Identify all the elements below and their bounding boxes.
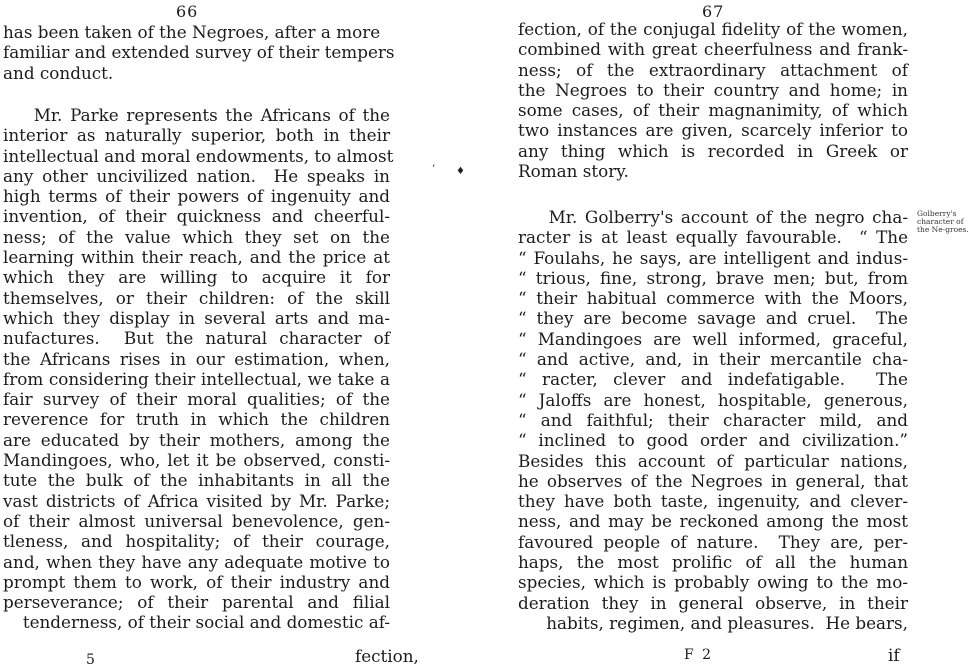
text-line: deration they in general observe, in their [518, 592, 908, 613]
text-line: intellectual and moral endowments, to almost [3, 145, 394, 166]
text-line: the Africans rises in our estimation, when, [3, 348, 390, 369]
text-line: Roman story. [518, 161, 629, 182]
text-line: are educated by their mothers, among the [3, 429, 390, 450]
text-line: any other uncivilized nation. He speaks in [3, 165, 390, 186]
text-line: “ racter, clever and indefatigable. The [518, 369, 908, 390]
text-line: learning within their reach, and the price at [3, 247, 390, 268]
text-line: Mr. Golberry's account of the negro cha- [518, 207, 908, 227]
paragraph-continued [3, 22, 395, 83]
signature-mark: 5 [86, 652, 97, 668]
text-line: ness; of the extraordinary attachment of [518, 59, 908, 80]
text-line: combined with great cheerfulness and frank- [518, 39, 908, 60]
page-number-left: 66 [176, 2, 199, 21]
text-line: high terms of their powers of ingenuity and [3, 186, 390, 207]
text-line: any thing which is recorded in Greek or [518, 140, 908, 161]
text-line: invention, of their quickness and cheerful- [3, 206, 390, 227]
right-page [490, 0, 980, 670]
text-line: “ and active, and, in their mercantile cha- [518, 349, 908, 370]
text-line: “ their habitual commerce with the Moors, [518, 288, 908, 309]
text-line: “ Foulahs, he says, are intelligent and indus- [518, 247, 908, 268]
text-line: fair survey of their moral qualities; of the [3, 389, 390, 410]
text-line: of their almost universal benevolence, gen- [3, 510, 390, 531]
text-line: tleness, and hospitality; of their courage, [3, 531, 390, 552]
text-line: habits, regimen, and pleasures. He bears, [546, 612, 908, 633]
text-line: the Negroes to their country and home; in [518, 79, 908, 100]
text-line: ness; of the value which they set on the [3, 226, 390, 247]
text-line: reverence for truth in which the children [3, 409, 390, 430]
text-line: themselves, or their children: of the skill [3, 287, 390, 308]
text-line: two instances are given, scarcely inferior to [518, 120, 908, 141]
text-line: “ trious, fine, strong, brave men; but, from [518, 267, 908, 288]
text-line: which they are willing to acquire it for [3, 267, 390, 288]
catchword: fection, [355, 646, 419, 666]
text-line: Mandingoes, who, let it be observed, consti- [3, 450, 390, 471]
text-line: perseverance; of their parental and filial [3, 592, 390, 613]
text-line: “ inclined to good order and civilization.” [518, 430, 908, 451]
text-line: “ Mandingoes are well informed, graceful, [518, 328, 908, 349]
text-line: and, when they have any adequate motive to [3, 551, 390, 572]
text-line: “ they are become savage and cruel. The [518, 308, 908, 329]
text-line: haps, the most prolific of all the human [518, 552, 908, 573]
text-line: fection, of the conjugal fidelity of the women, [518, 19, 908, 39]
text-line: nufactures. But the natural character of [3, 328, 390, 349]
text-line: they have both taste, ingenuity, and clever- [518, 491, 908, 512]
paragraph-continued [518, 19, 908, 181]
text-line: favoured people of nature. They are, per- [518, 531, 908, 552]
paragraph-golberry [518, 207, 908, 633]
text-line: tenderness, of their social and domestic af- [22, 612, 390, 633]
text-line: ness, and may be reckoned among the most [518, 511, 908, 532]
catchword: if [888, 645, 900, 665]
text-line: and conduct. [3, 62, 114, 83]
marginal-note: Golberry's character of the Ne-groes. [917, 209, 969, 234]
text-line: vast districts of Africa visited by Mr. Parke; [3, 490, 390, 511]
text-line: which they display in several arts and ma- [3, 307, 390, 328]
text-line: interior as naturally superior, both in their [3, 125, 390, 146]
page-number-right: 67 [702, 2, 725, 21]
text-line: tute the bulk of the inhabitants in all the [3, 470, 390, 491]
ink-speck: ’ [432, 164, 436, 175]
text-line: from considering their intellectual, we take a [3, 368, 390, 389]
text-line: Besides this account of particular nations, [518, 450, 908, 471]
text-line: “ and faithful; their character mild, and [518, 409, 908, 430]
signature-mark: F 2 [684, 647, 714, 663]
text-line: prompt them to work, of their industry and [3, 571, 390, 592]
text-line: some cases, of their magnanimity, of which [518, 100, 908, 121]
text-line: species, which is probably owing to the mo- [518, 572, 908, 593]
paragraph-parke [3, 105, 394, 633]
text-line: Mr. Parke represents the Africans of the [3, 105, 390, 125]
text-line: “ Jaloffs are honest, hospitable, generous, [518, 389, 908, 410]
text-line: has been taken of the Negroes, after a more [3, 22, 381, 42]
ink-speck: ♦ [456, 166, 465, 177]
text-line: familiar and extended survey of their tempers [3, 42, 395, 63]
text-line: racter is at least equally favourable. “ The [518, 227, 908, 248]
text-line: he observes of the Negroes in general, that [518, 470, 908, 491]
